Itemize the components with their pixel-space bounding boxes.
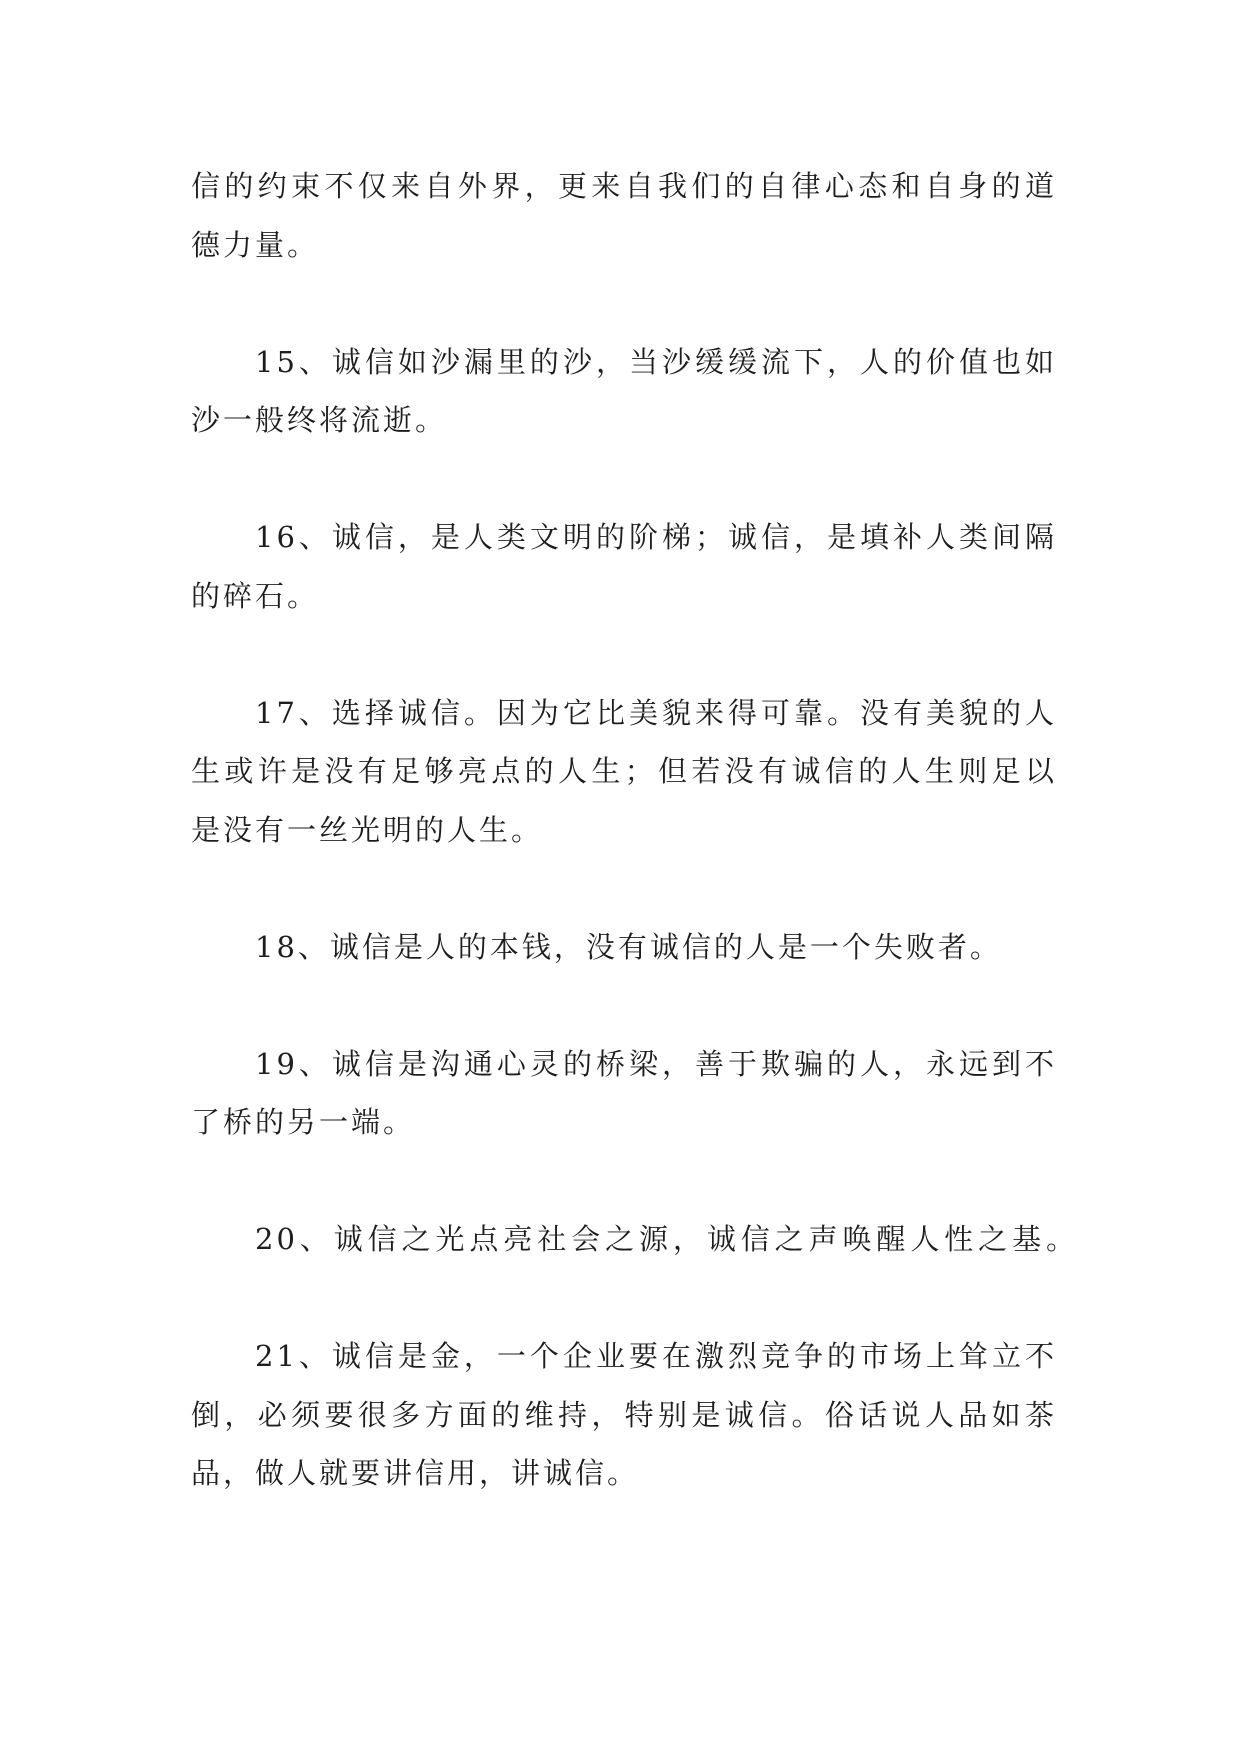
text-line: 20、诚信之光点亮社会之源，诚信之声唤醒人性之基。	[255, 1222, 1078, 1256]
text-line: 16、诚信，是人类文明的阶梯；诚信，是填补人类间隔	[255, 520, 1057, 554]
paragraph-21	[191, 1327, 1057, 1503]
paragraph-18	[191, 918, 1057, 977]
paragraph-20	[191, 1210, 1078, 1269]
paragraph-17	[191, 684, 1057, 860]
text-line: 17、选择诚信。因为它比美貌来得可靠。没有美貌的人	[255, 695, 1057, 730]
text-line: 19、诚信是沟通心灵的桥梁，善于欺骗的人，永远到不	[255, 1046, 1057, 1081]
paragraph-continuation	[191, 157, 1057, 274]
text-line: 了桥的另一端。	[191, 1105, 416, 1139]
text-line: 信的约束不仅来自外界，更来自我们的自律心态和自身的道	[191, 169, 1057, 203]
text-line: 品，做人就要讲信用，讲诚信。	[191, 1456, 640, 1490]
text-line: 18、诚信是人的本钱，没有诚信的人是一个失败者。	[255, 929, 1002, 964]
text-line: 德力量。	[191, 227, 320, 262]
text-line: 生或许是没有足够亮点的人生；但若没有诚信的人生则足以	[191, 754, 1057, 788]
document-body	[191, 157, 1078, 1561]
text-line: 的碎石。	[191, 578, 320, 613]
text-line: 是没有一丝光明的人生。	[191, 812, 544, 847]
paragraph-15	[191, 333, 1057, 450]
text-line: 21、诚信是金，一个企业要在激烈竞争的市场上耸立不	[255, 1339, 1057, 1373]
text-line: 15、诚信如沙漏里的沙，当沙缓缓流下，人的价值也如	[255, 344, 1057, 379]
text-line: 倒，必须要很多方面的维持，特别是诚信。俗话说人品如茶	[191, 1397, 1057, 1432]
text-line: 沙一般终将流逝。	[191, 403, 448, 437]
paragraph-19	[191, 1035, 1057, 1152]
paragraph-16	[191, 508, 1057, 625]
